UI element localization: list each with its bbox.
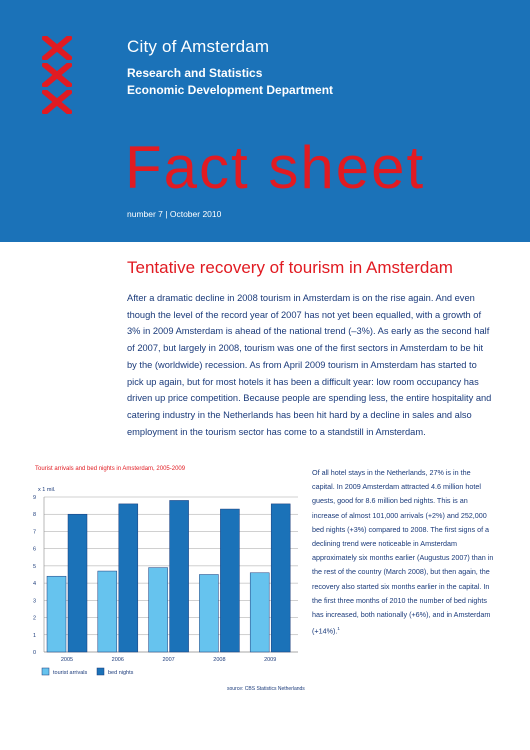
side-paragraph — [312, 466, 494, 639]
legend-label: tourist arrivals — [53, 670, 88, 676]
x-tick-label: 2005 — [60, 657, 74, 663]
bar-bed-nights-2008 — [220, 509, 239, 652]
bar-tourist-arrivals-2005 — [47, 576, 66, 652]
header-banner — [0, 0, 530, 242]
org-name: City of Amsterdam — [127, 37, 270, 56]
bar-bed-nights-2007 — [170, 500, 189, 652]
x-cross-icon — [42, 36, 72, 60]
y-tick-label: 9 — [32, 495, 36, 501]
y-tick-label: 1 — [32, 632, 36, 639]
organization-block — [127, 37, 333, 99]
y-tick-label: 2 — [32, 615, 36, 622]
bar-tourist-arrivals-2009 — [250, 573, 269, 652]
footnote-mark: 1 — [337, 626, 340, 632]
y-tick-label: 5 — [32, 563, 36, 570]
y-tick-label: 4 — [32, 581, 36, 588]
side-text: Of all hotel stays in the Netherlands, 27% is in the capital. In 2009 Amsterdam attracted 4.6 million hotel guests, good for 8.6 million bed nights. This is an increase of almost 101,000 arrivals (+2%) and 252,000 bed nights (+3%) compared to 2008. The first signs of a declining trend were noticeable in Amsterdam approximately six months earlier (Augustus 2007) than in the rest of the country (March 2008), but then again, the recovery also started six months earlier in the capital. In the first three months of 2010 the number of bed nights has increased, both nationally (+6%), and in Amsterdam (+14%). — [312, 468, 494, 636]
chart-source: source: CBS Statistics Netherlands — [227, 686, 305, 692]
x-tick-label: 2007 — [162, 657, 175, 663]
y-tick-label: 0 — [32, 650, 36, 656]
bar-bed-nights-2006 — [119, 504, 138, 652]
page-title: Fact sheet — [125, 134, 426, 201]
y-tick-label: 6 — [32, 546, 36, 553]
dept-line-2: Economic Development Department — [127, 83, 334, 97]
issue-info: number 7 | October 2010 — [127, 209, 222, 219]
dept-line-1: Research and Statistics — [127, 66, 263, 80]
x-tick-label: 2009 — [264, 657, 277, 663]
bar-tourist-arrivals-2008 — [199, 575, 218, 653]
bar-tourist-arrivals-2006 — [98, 571, 117, 652]
y-unit-label: x 1 mil. — [38, 487, 56, 493]
x-tick-label: 2006 — [111, 657, 124, 663]
x-cross-icon — [42, 90, 72, 114]
department-lines — [127, 65, 333, 99]
y-tick-label: 7 — [32, 529, 36, 536]
legend-label: bed nights — [108, 670, 134, 676]
x-cross-icon — [42, 63, 72, 87]
bar-chart — [28, 480, 303, 680]
bar-bed-nights-2005 — [68, 514, 87, 652]
x-tick-label: 2008 — [213, 657, 226, 663]
intro-paragraph: After a dramatic decline in 2008 tourism in Amsterdam is on the rise again. And even though the level of the record year of 2007 has not yet been equalled, with a growth of 3% in 2009 Amsterdam is ahead of the national trend (–3%). As early as the second half of 2007, but largely in 2008, tourism was one of the first sectors in Amsterdam to be hit by the (worldwide) recession. As from April 2009 tourism in Amsterdam has started to pick up again, but for most hotels it has been a difficult year: low room occupancy has driven up price competition. Because people are spending less, the entire hospitality and catering industry in the Netherlands has been hit hard by a decline in sales and also employment in the tourism sector has come to a standstill in Amsterdam. — [127, 293, 492, 437]
legend-swatch — [42, 668, 49, 675]
bar-tourist-arrivals-2007 — [149, 568, 168, 652]
bar-bed-nights-2009 — [271, 504, 290, 652]
amsterdam-logo-icon — [42, 36, 72, 117]
y-tick-label: 8 — [32, 512, 36, 519]
legend-swatch — [97, 668, 104, 675]
y-tick-label: 3 — [32, 598, 36, 605]
article-headline: Tentative recovery of tourism in Amsterdam — [127, 258, 453, 277]
chart-title: Tourist arrivals and bed nights in Amsterdam, 2005-2009 — [35, 466, 186, 472]
